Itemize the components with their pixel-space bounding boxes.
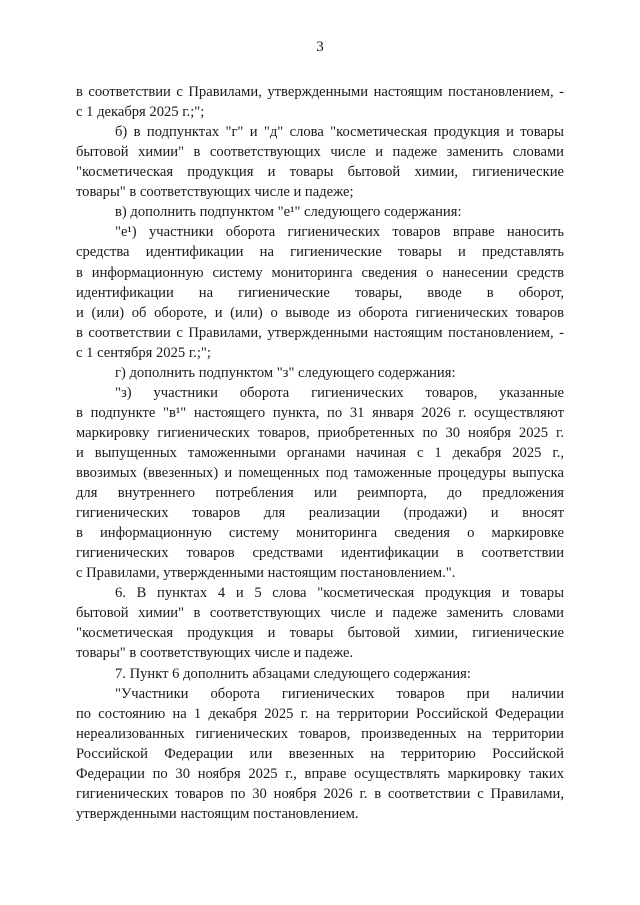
- text-line: гигиенических товаров по 30 ноября 2026 г. в соответствии с Правилами,: [76, 785, 564, 802]
- text-line: утвержденными настоящим постановлением.: [76, 805, 359, 822]
- text-line: "е¹) участники оборота гигиенических товаров вправе наносить: [115, 224, 564, 241]
- text-line: идентификации на гигиенические товары, вводе в оборот,: [76, 284, 564, 301]
- text-line: бытовой химии" в соответствующих числе и падеже заменить словами: [76, 605, 564, 622]
- text-line: Федерации по 30 ноября 2025 г., вправе осуществлять маркировку таких: [76, 765, 564, 782]
- text-line: в информационную систему мониторинга сведения о маркировке: [76, 525, 564, 542]
- text-line: нереализованных гигиенических товаров, произведенных на территории: [76, 725, 564, 742]
- text-line: в) дополнить подпунктом "е¹" следующего содержания:: [115, 204, 462, 221]
- text-line: Российской Федерации или ввезенных на территорию Российской: [76, 745, 564, 762]
- text-line: бытовой химии" в соответствующих числе и падеже заменить словами: [76, 144, 564, 161]
- text-line: с 1 сентября 2025 г.;";: [76, 344, 211, 361]
- text-line: с 1 декабря 2025 г.;";: [76, 104, 205, 120]
- text-line: гигиенических товаров для реализации (продажи) и вносят: [76, 505, 564, 522]
- text-line: г) дополнить подпунктом "з" следующего содержания:: [115, 364, 456, 381]
- text-line: для внутреннего потребления или реимпорта, до предложения: [76, 485, 564, 501]
- text-line: в соответствии с Правилами, утвержденными настоящим постановлением, -: [76, 324, 564, 341]
- text-line: 7. Пункт 6 дополнить абзацами следующего содержания:: [115, 665, 471, 682]
- text-line: "косметическая продукция и товары бытовой химии, гигиенические: [76, 625, 564, 642]
- text-line: гигиенических товаров средствами идентификации в соответствии: [76, 545, 564, 562]
- text-line: в соответствии с Правилами, утвержденными настоящим постановлением, -: [76, 84, 564, 100]
- text-line: по состоянию на 1 декабря 2025 г. на территории Российской Федерации: [76, 705, 564, 722]
- text-line: с Правилами, утвержденными настоящим постановлением.".: [76, 565, 456, 582]
- text-line: "косметическая продукция и товары бытовой химии, гигиенические: [76, 164, 564, 181]
- text-line: "з) участники оборота гигиенических товаров, указанные: [115, 384, 564, 401]
- text-line: в подпункте "в¹" настоящего пункта, по 31 января 2026 г. осуществляют: [76, 404, 564, 421]
- text-line: средства идентификации на гигиенические товары и представлять: [76, 244, 564, 261]
- text-line: б) в подпунктах "г" и "д" слова "косметическая продукция и товары: [115, 124, 564, 141]
- text-line: в информационную систему мониторинга сведения о нанесении средств: [76, 264, 564, 281]
- text-line: ввозимых (ввезенных) и помещенных под таможенные процедуры выпуска: [76, 464, 564, 481]
- text-line: товары" в соответствующих числе и падеже.: [76, 645, 354, 662]
- text-line: маркировку гигиенических товаров, приобретенных по 30 ноября 2025 г.: [76, 424, 564, 441]
- text-line: товары" в соответствующих числе и падеже;: [76, 184, 354, 201]
- text-line: и выпущенных таможенными органами начиная с 1 декабря 2025 г.,: [76, 444, 564, 461]
- text-line: "Участники оборота гигиенических товаров при наличии: [115, 685, 564, 702]
- text-line: и (или) об обороте, и (или) о выводе из оборота гигиенических товаров: [76, 304, 564, 321]
- page-number: 3: [316, 39, 324, 55]
- text-line: 6. В пунктах 4 и 5 слова "косметическая продукция и товары: [115, 585, 564, 602]
